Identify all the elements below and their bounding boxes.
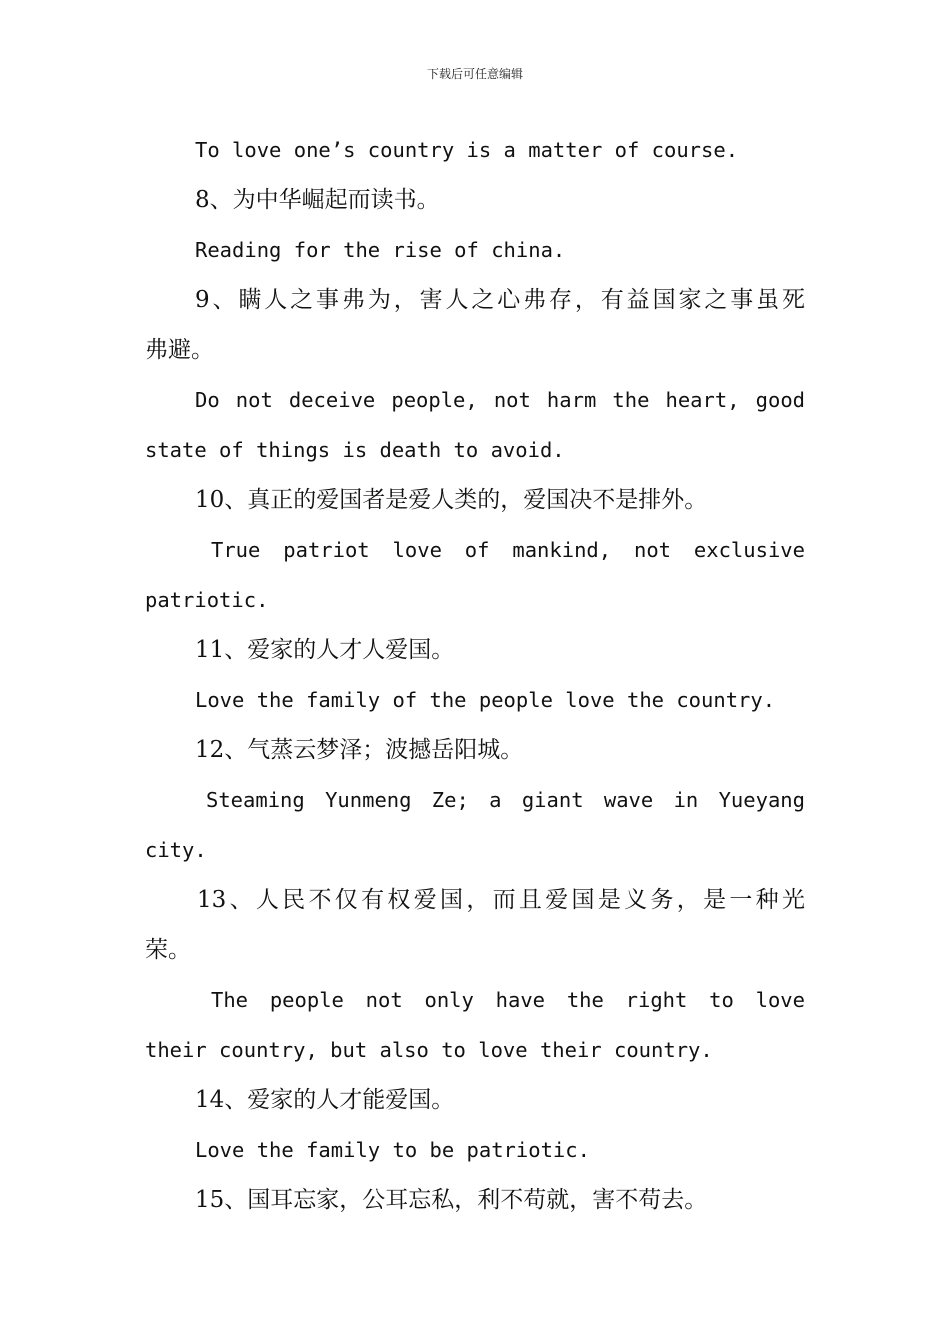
page-header: 下载后可任意编辑 bbox=[426, 67, 523, 81]
text-line-13: 12、气蒸云梦泽；波撼岳阳城。 bbox=[195, 737, 524, 763]
text-line-2: 8、为中华崛起而读书。 bbox=[195, 187, 440, 213]
text-line-19: their country, but also to love their country. bbox=[145, 1038, 713, 1062]
text-line-22: 15、国耳忘家，公耳忘私，利不苟就，害不苟去。 bbox=[195, 1187, 708, 1213]
text-line-10: patriotic. bbox=[145, 588, 269, 612]
text-line-6: Do not deceive people, not harm the heart, good bbox=[195, 388, 805, 412]
text-line-1: To love one’s country is a matter of course. bbox=[195, 138, 739, 162]
text-line-20: 14、爱家的人才能爱国。 bbox=[195, 1087, 455, 1113]
text-line-15: city. bbox=[145, 838, 207, 862]
text-line-5: 弗避。 bbox=[145, 337, 214, 363]
text-line-9: True patriot love of mankind, not exclusive bbox=[211, 538, 805, 562]
text-line-8: 10、真正的爱国者是爱人类的，爱国决不是排外。 bbox=[195, 487, 708, 513]
text-line-12: Love the family of the people love the country. bbox=[195, 688, 776, 712]
text-line-16: 13、人民不仅有权爱国，而且爱国是义务，是一种光 bbox=[197, 887, 805, 913]
text-line-17: 荣。 bbox=[145, 937, 191, 963]
text-line-3: Reading for the rise of china. bbox=[195, 238, 566, 262]
text-line-14: Steaming Yunmeng Ze; a giant wave in Yueyang bbox=[206, 788, 805, 812]
text-line-7: state of things is death to avoid. bbox=[145, 438, 565, 462]
text-line-18: The people not only have the right to love bbox=[211, 988, 805, 1012]
text-line-11: 11、爱家的人才人爱国。 bbox=[195, 637, 455, 663]
text-line-21: Love the family to be patriotic. bbox=[195, 1138, 590, 1162]
text-line-4: 9、瞒人之事弗为，害人之心弗存，有益国家之事虽死 bbox=[195, 287, 805, 313]
